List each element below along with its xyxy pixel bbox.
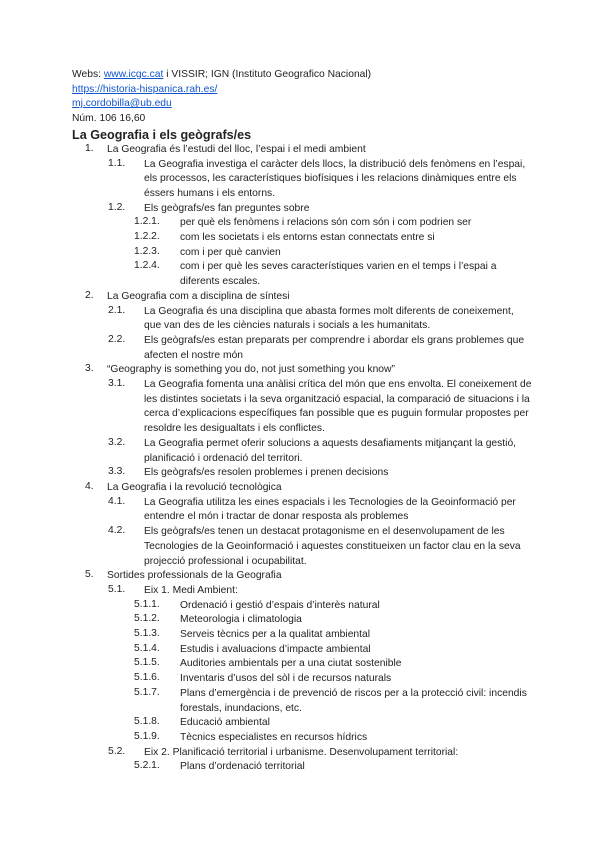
webs-label: Webs: [72,69,104,80]
list-item-text: Els geògrafs/es fan preguntes sobre [144,202,310,214]
list-item-text: Els geògrafs/es estan preparats per comprendre i abordar els grans problemes que afecten el nostre món [144,334,525,361]
list-item-text: Inventaris d’usos del sòl i de recursos naturals [180,673,392,685]
list-item-text: com i per què les seves característiques varien en el temps i l’espai a diferents escales. [180,261,497,288]
list-item-number: 5.1.6. [134,672,160,684]
list-item [72,760,532,775]
list-item-text: Eix 1. Medi Ambient: [144,584,238,596]
list-item-number: 1.2.2. [134,231,160,243]
list-item-number: 1.2.3. [134,245,160,257]
list-item [72,716,532,731]
list-item-number: 1.2.1. [134,216,160,228]
list-item-number: 2.1. [108,304,126,316]
list-item-text: Ordenació i gestió d’espais d’interès natural [180,599,380,611]
list-item-text: per què els fenòmens i relacions són com són i com podrien ser [180,217,472,229]
list-item [72,672,532,687]
list-item-number: 2. [85,289,94,301]
list-item [72,746,532,761]
list-item-text: Sortides professionals de la Geografia [107,570,282,582]
list-item [72,496,532,525]
list-item-number: 3.2. [108,436,126,448]
list-item [72,305,532,334]
list-item-number: 1.2. [108,201,126,213]
list-item [72,643,532,658]
list-item-text: Els geògrafs/es tenen un destacat protagonisme en el desenvolupament de les Tecnologies de la Geoinformació i aquestes constitueixen un factor clau en la seva projecció professional i ocupabilitat. [144,526,521,567]
list-item-number: 5.2.1. [134,760,160,772]
list-item-number: 2.2. [108,333,126,345]
list-item [72,569,532,584]
list-item-number: 5.1.8. [134,716,160,728]
list-item [72,687,532,716]
historia-link[interactable]: https://historia-hispanica.rah.es/ [72,83,218,95]
webs-rest: i VISSIR; IGN (Instituto Geografico Nacional) [163,69,372,80]
list-item-number: 5.1.2. [134,613,160,625]
list-item-number: 5.1.4. [134,642,160,654]
list-item-text: Plans d’emergència i de prevenció de riscos per a la protecció civil: incendis forestals, inundacions, etc. [180,687,527,714]
outline-list [72,143,532,775]
list-item-number: 3.1. [108,378,126,390]
list-item-number: 1.2.4. [134,260,160,272]
list-item [72,628,532,643]
list-item-number: 5.2. [108,745,126,757]
list-item-text: com i per què canvien [180,246,281,258]
list-item [72,202,532,217]
list-item-text: La Geografia és l’estudi del lloc, l’espai i el medi ambient [107,143,366,155]
list-item-text: La Geografia utilitza les eines espacials i les Tecnologies de la Geoinformació per entendre el món i tractar de donar resposta als problemes [144,496,516,523]
list-item-number: 4.1. [108,495,126,507]
icgc-link[interactable]: www.icgc.cat [103,69,164,80]
list-item-text: La Geografia fomenta una anàlisi crítica del món que ens envolta. El coneixement de les distintes societats i la seva organització espacial, la comparació de situacions i la cerca d’explicacions específiques fan possible que es puguin formular propostes per resoldre les desigualtats i els conflictes. [144,379,532,435]
list-item [72,731,532,746]
list-item-number: 5.1. [108,583,126,595]
list-item-text: Els geògrafs/es resolen problemes i prenen decisions [144,467,389,479]
list-item-number: 5.1.5. [134,657,160,669]
list-item [72,143,532,158]
list-item [72,231,532,246]
list-item-text: Tècnics especialistes en recursos hídrics [180,731,368,743]
list-item-text: “Geography is something you do, not just something you know” [107,364,395,376]
list-item [72,437,532,466]
num-line: Núm. 106 16,60 [72,113,146,125]
list-item-text: Meteorologia i climatologia [180,614,302,626]
list-item-text: Educació ambiental [180,717,270,729]
list-item [72,290,532,305]
list-item-text: Auditories ambientals per a una ciutat sostenible [180,658,402,670]
list-item [72,378,532,437]
list-item [72,466,532,481]
list-item [72,599,532,614]
list-item-number: 5. [85,569,94,581]
list-item-text: com les societats i els entorns estan connectats entre si [180,232,435,244]
list-item-number: 3. [85,363,94,375]
list-item-text: Serveis tècnics per a la qualitat ambiental [180,629,371,641]
list-item [72,158,532,202]
email-line [72,97,532,112]
list-item-text: Eix 2. Planificació territorial i urbanisme. Desenvolupament territorial: [144,746,459,758]
list-item-number: 4. [85,480,94,492]
list-item-number: 4.2. [108,525,126,537]
list-item-number: 5.1.9. [134,730,160,742]
list-item [72,246,532,261]
list-item-text: La Geografia és una disciplina que abasta formes molt diferents de coneixement, que van des de les ciències naturals i socials a les humanitats. [144,305,514,332]
list-item-number: 5.1.3. [134,628,160,640]
webs-line [72,68,532,83]
list-item [72,657,532,672]
list-item-text: La Geografia investiga el caràcter dels llocs, la distribució dels fenòmens en l’espai, els processos, les característiques biofísiques i les relacions dinàmiques entre els éssers humans i els entorns. [144,158,526,199]
email-link[interactable]: mj.cordobilla@ub.edu [72,98,172,110]
list-item [72,584,532,599]
list-item-text: La Geografia i la revolució tecnològica [107,481,282,493]
list-item-text: Estudis i avaluacions d’impacte ambiental [180,643,371,655]
document-page [72,68,532,775]
list-item-text: Plans d’ordenació territorial [180,761,305,773]
list-item-number: 5.1.7. [134,686,160,698]
list-item-number: 1.1. [108,157,126,169]
list-item [72,260,532,289]
historia-link-line [72,83,532,98]
list-item-text: La Geografia permet oferir solucions a aquests desafiaments mitjançant la gestió, planificació i ordenació del territori. [144,437,517,464]
list-item [72,525,532,569]
list-item [72,481,532,496]
list-item [72,363,532,378]
page-title: La Geografia i els geògrafs/es [72,127,252,142]
list-item [72,334,532,363]
list-item [72,216,532,231]
list-item [72,613,532,628]
list-item-number: 1. [85,142,94,154]
list-item-text: La Geografia com a disciplina de síntesi [107,290,290,302]
list-item-number: 5.1.1. [134,598,160,610]
list-item-number: 3.3. [108,466,126,478]
